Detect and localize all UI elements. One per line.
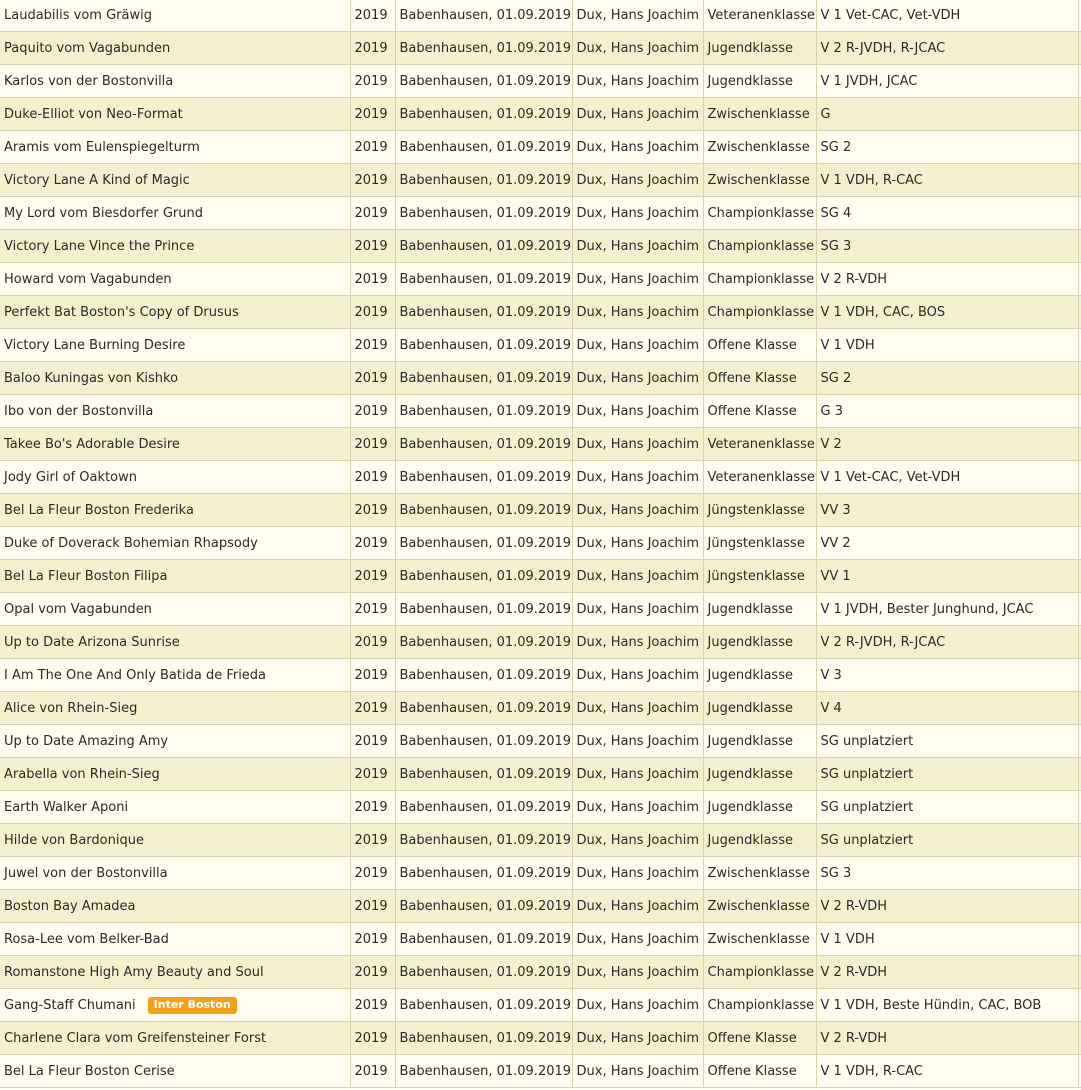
class-cell: Jugendklasse xyxy=(703,692,816,725)
show-cell: Babenhausen, 01.09.2019 xyxy=(395,395,572,428)
dog-name[interactable]: Rosa-Lee vom Belker-Bad xyxy=(4,931,169,947)
class-cell: Championklasse xyxy=(703,956,816,989)
dog-name[interactable]: Arabella von Rhein-Sieg xyxy=(4,766,160,782)
class-cell: Championklasse xyxy=(703,296,816,329)
class-cell: Zwischenklasse xyxy=(703,131,816,164)
class-cell: Jugendklasse xyxy=(703,659,816,692)
dog-name[interactable]: Howard vom Vagabunden xyxy=(4,271,172,287)
show-cell: Babenhausen, 01.09.2019 xyxy=(395,0,572,32)
judge-cell: Dux, Hans Joachim xyxy=(572,791,703,824)
result-cell: V 1 VDH xyxy=(816,329,1078,362)
dog-name[interactable]: Gang-Staff Chumani xyxy=(4,997,136,1013)
result-cell: V 1 JVDH, Bester Junghund, JCAC xyxy=(816,593,1078,626)
table-row xyxy=(0,857,1081,890)
dog-name[interactable]: Juwel von der Bostonvilla xyxy=(4,865,168,881)
judge-cell: Dux, Hans Joachim xyxy=(572,725,703,758)
year-cell: 2019 xyxy=(350,890,395,923)
dog-name-cell[interactable] xyxy=(0,230,350,263)
dog-name-cell[interactable] xyxy=(0,1055,350,1088)
dog-name[interactable]: Bel La Fleur Boston Cerise xyxy=(4,1063,175,1079)
show-cell: Babenhausen, 01.09.2019 xyxy=(395,230,572,263)
table-row xyxy=(0,65,1081,98)
table-row xyxy=(0,527,1081,560)
table-row xyxy=(0,791,1081,824)
judge-cell: Dux, Hans Joachim xyxy=(572,560,703,593)
class-cell: Jüngstenklasse xyxy=(703,494,816,527)
table-row xyxy=(0,461,1081,494)
year-cell: 2019 xyxy=(350,527,395,560)
dog-name[interactable]: Duke-Elliot von Neo-Format xyxy=(4,106,183,122)
show-cell: Babenhausen, 01.09.2019 xyxy=(395,1055,572,1088)
show-cell: Babenhausen, 01.09.2019 xyxy=(395,560,572,593)
year-cell: 2019 xyxy=(350,956,395,989)
table-row xyxy=(0,758,1081,791)
result-cell: V 2 R-VDH xyxy=(816,890,1078,923)
table-row xyxy=(0,296,1081,329)
year-cell: 2019 xyxy=(350,494,395,527)
judge-cell: Dux, Hans Joachim xyxy=(572,527,703,560)
dog-name-cell[interactable] xyxy=(0,593,350,626)
show-cell: Babenhausen, 01.09.2019 xyxy=(395,428,572,461)
dog-name[interactable]: Jody Girl of Oaktown xyxy=(4,469,137,485)
dog-name[interactable]: Up to Date Arizona Sunrise xyxy=(4,634,180,650)
dog-name-cell[interactable] xyxy=(0,956,350,989)
table-row xyxy=(0,131,1081,164)
year-cell: 2019 xyxy=(350,65,395,98)
judge-cell: Dux, Hans Joachim xyxy=(572,494,703,527)
table-row xyxy=(0,692,1081,725)
table-row xyxy=(0,824,1081,857)
result-cell: V 2 R-VDH xyxy=(816,263,1078,296)
table-row xyxy=(0,494,1081,527)
dog-name-cell[interactable] xyxy=(0,857,350,890)
dog-name[interactable]: Perfekt Bat Boston's Copy of Drusus xyxy=(4,304,239,320)
class-cell: Championklasse xyxy=(703,989,816,1022)
dog-name[interactable]: Boston Bay Amadea xyxy=(4,898,136,914)
dog-name-cell[interactable] xyxy=(0,461,350,494)
result-cell: V 1 VDH, R-CAC xyxy=(816,1055,1078,1088)
judge-cell: Dux, Hans Joachim xyxy=(572,131,703,164)
dog-name-cell[interactable] xyxy=(0,890,350,923)
result-cell: SG unplatziert xyxy=(816,791,1078,824)
class-cell: Zwischenklasse xyxy=(703,923,816,956)
dog-name[interactable]: Up to Date Amazing Amy xyxy=(4,733,169,749)
dog-name-cell[interactable] xyxy=(0,164,350,197)
table-row xyxy=(0,263,1081,296)
judge-cell: Dux, Hans Joachim xyxy=(572,890,703,923)
result-cell: V 1 Vet-CAC, Vet-VDH xyxy=(816,461,1078,494)
judge-cell: Dux, Hans Joachim xyxy=(572,263,703,296)
class-cell: Zwischenklasse xyxy=(703,890,816,923)
judge-cell: Dux, Hans Joachim xyxy=(572,0,703,32)
class-cell: Jugendklasse xyxy=(703,32,816,65)
class-cell: Championklasse xyxy=(703,230,816,263)
dog-name-cell[interactable] xyxy=(0,527,350,560)
result-cell: V 2 R-VDH xyxy=(816,956,1078,989)
table-row xyxy=(0,329,1081,362)
dog-name-cell[interactable] xyxy=(0,131,350,164)
show-cell: Babenhausen, 01.09.2019 xyxy=(395,923,572,956)
dog-name[interactable]: Paquito vom Vagabunden xyxy=(4,40,171,56)
dog-name-cell[interactable] xyxy=(0,65,350,98)
judge-cell: Dux, Hans Joachim xyxy=(572,758,703,791)
class-cell: Championklasse xyxy=(703,263,816,296)
dog-name-cell[interactable] xyxy=(0,989,350,1022)
dog-name[interactable]: Bel La Fleur Boston Filipa xyxy=(4,568,168,584)
judge-cell: Dux, Hans Joachim xyxy=(572,593,703,626)
result-cell: G 3 xyxy=(816,395,1078,428)
result-cell: V 1 VDH, CAC, BOS xyxy=(816,296,1078,329)
dog-name-cell[interactable] xyxy=(0,0,350,32)
dog-name[interactable]: Victory Lane A Kind of Magic xyxy=(4,172,190,188)
table-row xyxy=(0,395,1081,428)
show-cell: Babenhausen, 01.09.2019 xyxy=(395,263,572,296)
class-cell: Jüngstenklasse xyxy=(703,527,816,560)
dog-name[interactable]: Charlene Clara vom Greifensteiner Forst xyxy=(4,1030,267,1046)
dog-name-cell[interactable] xyxy=(0,197,350,230)
judge-cell: Dux, Hans Joachim xyxy=(572,32,703,65)
result-cell: V 1 VDH xyxy=(816,923,1078,956)
result-cell: V 4 xyxy=(816,692,1078,725)
table-row xyxy=(0,923,1081,956)
class-cell: Jugendklasse xyxy=(703,626,816,659)
judge-cell: Dux, Hans Joachim xyxy=(572,626,703,659)
class-cell: Zwischenklasse xyxy=(703,98,816,131)
year-cell: 2019 xyxy=(350,197,395,230)
show-cell: Babenhausen, 01.09.2019 xyxy=(395,725,572,758)
table-row xyxy=(0,98,1081,131)
year-cell: 2019 xyxy=(350,362,395,395)
dog-name-cell[interactable] xyxy=(0,296,350,329)
dog-name[interactable]: I Am The One And Only Batida de Frieda xyxy=(4,667,267,683)
result-cell: V 2 R-VDH xyxy=(816,1022,1078,1055)
result-cell: SG 3 xyxy=(816,857,1078,890)
year-cell: 2019 xyxy=(350,758,395,791)
table-row xyxy=(0,32,1081,65)
dog-name[interactable]: Bel La Fleur Boston Frederika xyxy=(4,502,194,518)
judge-cell: Dux, Hans Joachim xyxy=(572,296,703,329)
year-cell: 2019 xyxy=(350,131,395,164)
judge-cell: Dux, Hans Joachim xyxy=(572,692,703,725)
class-cell: Jugendklasse xyxy=(703,824,816,857)
table-row xyxy=(0,989,1081,1022)
judge-cell: Dux, Hans Joachim xyxy=(572,98,703,131)
result-cell: G xyxy=(816,98,1078,131)
dog-name[interactable]: Hilde von Bardonique xyxy=(4,832,144,848)
show-cell: Babenhausen, 01.09.2019 xyxy=(395,692,572,725)
class-cell: Jugendklasse xyxy=(703,758,816,791)
dog-name-cell[interactable] xyxy=(0,263,350,296)
judge-cell: Dux, Hans Joachim xyxy=(572,362,703,395)
class-cell: Veteranenklasse xyxy=(703,0,816,32)
dog-name[interactable]: Victory Lane Burning Desire xyxy=(4,337,186,353)
table-row xyxy=(0,0,1081,32)
class-cell: Championklasse xyxy=(703,197,816,230)
judge-cell: Dux, Hans Joachim xyxy=(572,395,703,428)
result-cell: VV 1 xyxy=(816,560,1078,593)
class-cell: Zwischenklasse xyxy=(703,164,816,197)
table-row xyxy=(0,1055,1081,1088)
year-cell: 2019 xyxy=(350,0,395,32)
year-cell: 2019 xyxy=(350,230,395,263)
year-cell: 2019 xyxy=(350,32,395,65)
result-cell: V 1 JVDH, JCAC xyxy=(816,65,1078,98)
class-cell: Offene Klasse xyxy=(703,362,816,395)
table-row xyxy=(0,593,1081,626)
show-cell: Babenhausen, 01.09.2019 xyxy=(395,65,572,98)
dog-name-cell[interactable] xyxy=(0,362,350,395)
result-cell: SG unplatziert xyxy=(816,725,1078,758)
year-cell: 2019 xyxy=(350,659,395,692)
show-cell: Babenhausen, 01.09.2019 xyxy=(395,824,572,857)
table-row xyxy=(0,890,1081,923)
table-row xyxy=(0,428,1081,461)
result-cell: SG unplatziert xyxy=(816,758,1078,791)
dog-name-cell[interactable] xyxy=(0,395,350,428)
dog-name-cell[interactable] xyxy=(0,329,350,362)
result-cell: VV 3 xyxy=(816,494,1078,527)
class-cell: Offene Klasse xyxy=(703,329,816,362)
dog-name[interactable]: Laudabilis vom Gräwig xyxy=(4,7,152,23)
dog-name-cell[interactable] xyxy=(0,659,350,692)
dog-name[interactable]: Victory Lane Vince the Prince xyxy=(4,238,195,254)
result-cell: V 2 R-JVDH, R-JCAC xyxy=(816,32,1078,65)
year-cell: 2019 xyxy=(350,164,395,197)
show-cell: Babenhausen, 01.09.2019 xyxy=(395,32,572,65)
judge-cell: Dux, Hans Joachim xyxy=(572,923,703,956)
judge-cell: Dux, Hans Joachim xyxy=(572,230,703,263)
show-cell: Babenhausen, 01.09.2019 xyxy=(395,890,572,923)
result-cell: SG 3 xyxy=(816,230,1078,263)
show-cell: Babenhausen, 01.09.2019 xyxy=(395,659,572,692)
dog-name-cell[interactable] xyxy=(0,824,350,857)
class-cell: Jugendklasse xyxy=(703,65,816,98)
judge-cell: Dux, Hans Joachim xyxy=(572,824,703,857)
show-cell: Babenhausen, 01.09.2019 xyxy=(395,989,572,1022)
year-cell: 2019 xyxy=(350,857,395,890)
judge-cell: Dux, Hans Joachim xyxy=(572,989,703,1022)
show-cell: Babenhausen, 01.09.2019 xyxy=(395,527,572,560)
dog-name-cell[interactable] xyxy=(0,428,350,461)
dog-name[interactable]: Duke of Doverack Bohemian Rhapsody xyxy=(4,535,258,551)
show-cell: Babenhausen, 01.09.2019 xyxy=(395,494,572,527)
judge-cell: Dux, Hans Joachim xyxy=(572,659,703,692)
result-cell: SG 2 xyxy=(816,362,1078,395)
table-row xyxy=(0,659,1081,692)
dog-name[interactable]: Aramis vom Eulenspiegelturm xyxy=(4,139,200,155)
judge-cell: Dux, Hans Joachim xyxy=(572,65,703,98)
dog-name[interactable]: Alice von Rhein-Sieg xyxy=(4,700,138,716)
class-cell: Jugendklasse xyxy=(703,725,816,758)
result-cell: SG 4 xyxy=(816,197,1078,230)
table-row xyxy=(0,560,1081,593)
judge-cell: Dux, Hans Joachim xyxy=(572,1055,703,1088)
dog-name[interactable]: Karlos von der Bostonvilla xyxy=(4,73,174,89)
dog-name-cell[interactable] xyxy=(0,32,350,65)
year-cell: 2019 xyxy=(350,923,395,956)
dog-name-cell[interactable] xyxy=(0,725,350,758)
result-cell: V 1 VDH, Beste Hündin, CAC, BOB xyxy=(816,989,1078,1022)
class-cell: Jugendklasse xyxy=(703,791,816,824)
year-cell: 2019 xyxy=(350,428,395,461)
year-cell: 2019 xyxy=(350,461,395,494)
dog-name-cell[interactable] xyxy=(0,560,350,593)
table-row xyxy=(0,626,1081,659)
year-cell: 2019 xyxy=(350,560,395,593)
dog-name-cell[interactable] xyxy=(0,758,350,791)
judge-cell: Dux, Hans Joachim xyxy=(572,428,703,461)
year-cell: 2019 xyxy=(350,593,395,626)
show-cell: Babenhausen, 01.09.2019 xyxy=(395,626,572,659)
table-row xyxy=(0,725,1081,758)
year-cell: 2019 xyxy=(350,1022,395,1055)
show-cell: Babenhausen, 01.09.2019 xyxy=(395,329,572,362)
year-cell: 2019 xyxy=(350,626,395,659)
dog-name[interactable]: Earth Walker Aponi xyxy=(4,799,129,815)
dog-name[interactable]: Baloo Kuningas von Kishko xyxy=(4,370,179,386)
result-cell: V 1 VDH, R-CAC xyxy=(816,164,1078,197)
table-row xyxy=(0,164,1081,197)
year-cell: 2019 xyxy=(350,263,395,296)
show-cell: Babenhausen, 01.09.2019 xyxy=(395,593,572,626)
result-cell: V 2 R-JVDH, R-JCAC xyxy=(816,626,1078,659)
dog-name-cell[interactable] xyxy=(0,1022,350,1055)
show-cell: Babenhausen, 01.09.2019 xyxy=(395,956,572,989)
show-cell: Babenhausen, 01.09.2019 xyxy=(395,857,572,890)
year-cell: 2019 xyxy=(350,395,395,428)
show-cell: Babenhausen, 01.09.2019 xyxy=(395,164,572,197)
class-cell: Veteranenklasse xyxy=(703,428,816,461)
year-cell: 2019 xyxy=(350,824,395,857)
result-cell: V 1 Vet-CAC, Vet-VDH xyxy=(816,0,1078,32)
judge-cell: Dux, Hans Joachim xyxy=(572,461,703,494)
year-cell: 2019 xyxy=(350,329,395,362)
dog-name-cell[interactable] xyxy=(0,98,350,131)
year-cell: 2019 xyxy=(350,296,395,329)
show-cell: Babenhausen, 01.09.2019 xyxy=(395,758,572,791)
judge-cell: Dux, Hans Joachim xyxy=(572,197,703,230)
class-cell: Offene Klasse xyxy=(703,1022,816,1055)
show-cell: Babenhausen, 01.09.2019 xyxy=(395,197,572,230)
dog-name-cell[interactable] xyxy=(0,626,350,659)
judge-cell: Dux, Hans Joachim xyxy=(572,164,703,197)
dog-name[interactable]: Romanstone High Amy Beauty and Soul xyxy=(4,964,264,980)
table-row xyxy=(0,230,1081,263)
club-badge: Inter Boston xyxy=(148,997,237,1014)
result-cell: V 3 xyxy=(816,659,1078,692)
table-row xyxy=(0,956,1081,989)
class-cell: Offene Klasse xyxy=(703,395,816,428)
class-cell: Veteranenklasse xyxy=(703,461,816,494)
judge-cell: Dux, Hans Joachim xyxy=(572,857,703,890)
class-cell: Offene Klasse xyxy=(703,1055,816,1088)
show-cell: Babenhausen, 01.09.2019 xyxy=(395,791,572,824)
year-cell: 2019 xyxy=(350,98,395,131)
show-cell: Babenhausen, 01.09.2019 xyxy=(395,461,572,494)
result-cell: VV 2 xyxy=(816,527,1078,560)
judge-cell: Dux, Hans Joachim xyxy=(572,329,703,362)
judge-cell: Dux, Hans Joachim xyxy=(572,956,703,989)
dog-name-cell[interactable] xyxy=(0,923,350,956)
table-row xyxy=(0,1022,1081,1055)
year-cell: 2019 xyxy=(350,791,395,824)
table-row xyxy=(0,197,1081,230)
dog-name[interactable]: Takee Bo's Adorable Desire xyxy=(4,436,180,452)
dog-name[interactable]: Ibo von der Bostonvilla xyxy=(4,403,154,419)
dog-name-cell[interactable] xyxy=(0,692,350,725)
show-cell: Babenhausen, 01.09.2019 xyxy=(395,296,572,329)
result-cell: SG unplatziert xyxy=(816,824,1078,857)
class-cell: Jüngstenklasse xyxy=(703,560,816,593)
show-cell: Babenhausen, 01.09.2019 xyxy=(395,131,572,164)
dog-name[interactable]: My Lord vom Biesdorfer Grund xyxy=(4,205,204,221)
class-cell: Zwischenklasse xyxy=(703,857,816,890)
result-cell: SG 2 xyxy=(816,131,1078,164)
judge-cell: Dux, Hans Joachim xyxy=(572,1022,703,1055)
result-cell: V 2 xyxy=(816,428,1078,461)
year-cell: 2019 xyxy=(350,989,395,1022)
show-cell: Babenhausen, 01.09.2019 xyxy=(395,98,572,131)
dog-name-cell[interactable] xyxy=(0,494,350,527)
table-row xyxy=(0,362,1081,395)
dog-name-cell[interactable] xyxy=(0,791,350,824)
dog-name[interactable]: Opal vom Vagabunden xyxy=(4,601,152,617)
show-cell: Babenhausen, 01.09.2019 xyxy=(395,1022,572,1055)
year-cell: 2019 xyxy=(350,692,395,725)
show-cell: Babenhausen, 01.09.2019 xyxy=(395,362,572,395)
year-cell: 2019 xyxy=(350,1055,395,1088)
class-cell: Jugendklasse xyxy=(703,593,816,626)
year-cell: 2019 xyxy=(350,725,395,758)
